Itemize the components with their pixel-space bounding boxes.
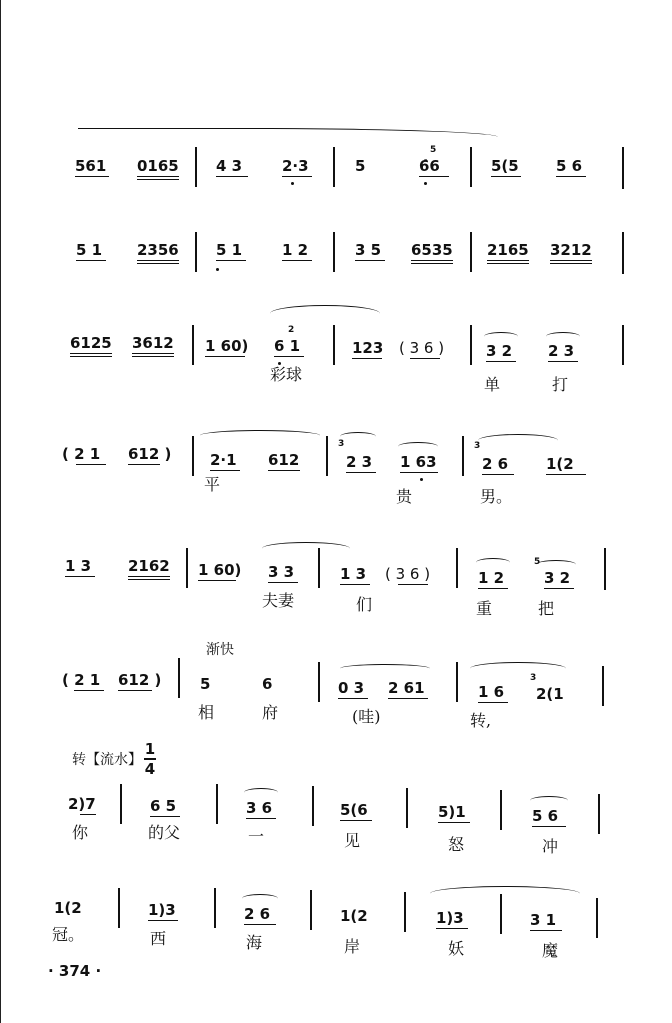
grace-note: 2: [288, 325, 295, 335]
slur: [546, 332, 580, 341]
bar-line: [312, 786, 314, 826]
note-group: 2 3: [346, 453, 373, 471]
bar-line: [604, 548, 606, 590]
underline: [411, 260, 453, 261]
bar-line: [622, 232, 624, 274]
lyric: 你: [72, 823, 89, 842]
slur: [530, 796, 568, 805]
bar-line: [456, 548, 458, 588]
bar-line: [333, 147, 335, 187]
lyric: 妖: [448, 939, 465, 958]
tie-arc: [78, 128, 498, 143]
underline: [410, 358, 440, 359]
note-group: 3612: [132, 334, 174, 352]
note-group: 5 1: [76, 241, 103, 259]
underline: [398, 584, 428, 585]
underline: [530, 930, 562, 931]
note-group: 2)7: [68, 795, 96, 813]
underline: [487, 263, 529, 264]
slur: [534, 557, 576, 569]
bar-line: [622, 325, 624, 365]
note-group: 5)1: [438, 803, 466, 821]
underline: [556, 176, 586, 177]
lyric: 魔: [542, 941, 559, 960]
note-group: 5 6: [532, 807, 559, 825]
underline: [148, 920, 178, 921]
section-marking: 转【流水】: [72, 752, 142, 768]
note-group: ( 2 1: [62, 445, 101, 463]
time-signature-top: 1: [144, 740, 156, 758]
lyric: 单: [484, 375, 501, 394]
underline: [128, 464, 160, 465]
underline: [205, 356, 245, 357]
lyric: 岸: [344, 937, 361, 956]
underline: [268, 582, 298, 583]
note-group: 3 2: [544, 569, 571, 587]
underline: [355, 260, 385, 261]
lyric: 打: [552, 375, 569, 394]
underline: [74, 690, 104, 691]
note-group: 2 6: [482, 455, 509, 473]
note-group: 5(6: [340, 801, 368, 819]
note-group: 612: [268, 451, 300, 469]
note-group: 6535: [411, 241, 453, 259]
underline: [548, 361, 578, 362]
slur: [270, 305, 380, 322]
slur: [484, 332, 518, 341]
underline: [340, 820, 372, 821]
grace-note: 5: [534, 557, 541, 567]
note-group: 2·3: [282, 157, 309, 175]
bar-line: [598, 794, 600, 834]
page-number: · 374 ·: [48, 962, 102, 980]
bar-line: [195, 147, 197, 187]
grace-note: 3: [338, 439, 345, 449]
underline: [340, 584, 370, 585]
underline: [478, 702, 508, 703]
underline: [70, 353, 112, 354]
note-group: 123: [352, 339, 384, 357]
bar-line: [622, 147, 624, 189]
underline: [400, 472, 438, 473]
note-group: 2356: [137, 241, 179, 259]
lyric: (哇): [352, 707, 381, 726]
note-group: 612 ): [128, 445, 172, 463]
bar-line: [318, 662, 320, 702]
note-group: 1 63: [400, 453, 437, 471]
lyric: 平: [204, 475, 221, 494]
underline: [486, 361, 516, 362]
note-group: 2 6: [244, 905, 271, 923]
lyric: 相: [198, 703, 215, 722]
note-group: 612 ): [118, 671, 162, 689]
slur: [244, 788, 278, 797]
note-group: 3 5: [355, 241, 382, 259]
octave-dot: [420, 478, 423, 481]
bar-line: [470, 232, 472, 272]
grace-note: 3: [474, 441, 481, 451]
note-group: 1 2: [478, 569, 505, 587]
slur: [476, 558, 510, 567]
bar-line: [310, 890, 312, 930]
tempo-marking: 渐快: [206, 642, 234, 658]
slur: [340, 664, 430, 673]
lyric: 府: [262, 703, 279, 722]
underline: [246, 818, 276, 819]
bar-line: [456, 662, 458, 702]
note-group: 3 3: [268, 563, 295, 581]
underline: [137, 260, 179, 261]
bar-line: [192, 325, 194, 365]
note-group: 1)3: [436, 909, 464, 927]
note-group: 1 60): [205, 337, 249, 355]
note-group: ( 3 6 ): [399, 339, 445, 357]
note-group: 3 6: [246, 799, 273, 817]
underline: [128, 579, 170, 580]
bar-line: [596, 898, 598, 938]
underline: [137, 176, 179, 177]
note-group: 2 61: [388, 679, 425, 697]
slur: [340, 432, 376, 441]
bar-line: [214, 888, 216, 928]
underline: [128, 576, 170, 577]
note-group: 0 3: [338, 679, 365, 697]
underline: [346, 472, 376, 473]
octave-dot: [291, 182, 294, 185]
note-group: 5: [355, 157, 366, 175]
underline: [268, 470, 300, 471]
lyric: 贵: [396, 487, 413, 506]
bar-line: [195, 232, 197, 272]
note-group: 5 6: [556, 157, 583, 175]
slur: [478, 434, 558, 447]
note-group: 5(5: [491, 157, 519, 175]
underline: [436, 928, 468, 929]
underline: [352, 358, 382, 359]
underline: [70, 356, 112, 357]
underline: [487, 260, 529, 261]
lyric: 彩球: [270, 365, 303, 384]
underline: [75, 176, 109, 177]
bar-line: [118, 888, 120, 928]
note-group: 6 5: [150, 797, 177, 815]
note-group: 5: [200, 675, 211, 693]
note-group: 1(2: [54, 899, 82, 917]
note-group: ( 2 1: [62, 671, 101, 689]
grace-note: 3: [530, 673, 537, 683]
note-group: ( 3 6 ): [385, 565, 431, 583]
note-group: 0165: [137, 157, 179, 175]
underline: [65, 576, 95, 577]
underline: [80, 814, 96, 815]
underline: [150, 816, 180, 817]
note-group: 4 3: [216, 157, 243, 175]
bar-line: [120, 784, 122, 824]
slur: [430, 886, 580, 901]
slur: [262, 542, 350, 555]
underline: [216, 176, 248, 177]
page-left-edge: [0, 0, 1, 1023]
time-signature-bottom: 4: [144, 760, 156, 778]
note-group: 561: [75, 157, 107, 175]
bar-line: [216, 784, 218, 824]
bar-line: [318, 548, 320, 588]
underline: [482, 474, 514, 475]
note-group: 6125: [70, 334, 112, 352]
slur: [398, 442, 438, 451]
bar-line: [326, 436, 328, 476]
underline: [282, 176, 312, 177]
grace-note: 5: [430, 145, 437, 155]
underline: [546, 474, 586, 475]
lyric: 重: [476, 599, 493, 618]
underline: [419, 176, 449, 177]
note-group: 1 60): [198, 561, 242, 579]
underline: [76, 464, 106, 465]
note-group: 1(2: [546, 455, 574, 473]
lyric: 男。: [480, 487, 513, 506]
note-group: 6: [262, 675, 273, 693]
bar-line: [404, 892, 406, 932]
lyric: 西: [150, 929, 167, 948]
note-group: 2165: [487, 241, 529, 259]
bar-line: [470, 325, 472, 365]
bar-line: [500, 790, 502, 830]
underline: [491, 176, 521, 177]
underline: [550, 260, 592, 261]
lyric: 们: [356, 595, 373, 614]
underline: [244, 924, 276, 925]
underline: [198, 580, 236, 581]
underline: [137, 263, 179, 264]
note-group: 1 3: [65, 557, 92, 575]
octave-dot: [424, 182, 427, 185]
underline: [137, 179, 179, 180]
underline: [438, 822, 470, 823]
underline: [282, 260, 312, 261]
lyric: 夫妻: [262, 591, 295, 610]
bar-line: [462, 436, 464, 476]
note-group: 3212: [550, 241, 592, 259]
slur: [200, 430, 320, 441]
underline: [388, 698, 428, 699]
underline: [550, 263, 592, 264]
lyric: 把: [538, 599, 555, 618]
note-group: 2 3: [548, 342, 575, 360]
note-group: 2162: [128, 557, 170, 575]
lyric: 一: [248, 827, 265, 846]
note-group: 5 1: [216, 241, 243, 259]
lyric: 转,: [470, 711, 492, 730]
note-group: 3 2: [486, 342, 513, 360]
underline: [132, 356, 174, 357]
underline: [118, 690, 152, 691]
bar-line: [333, 325, 335, 365]
underline: [216, 260, 246, 261]
lyric: 冠。: [52, 925, 85, 944]
slur: [470, 662, 566, 675]
note-group: 1 6: [478, 683, 505, 701]
bar-line: [192, 436, 194, 476]
bar-line: [186, 548, 188, 588]
lyric: 的父: [148, 823, 181, 842]
underline: [338, 698, 368, 699]
bar-line: [500, 894, 502, 934]
bar-line: [406, 788, 408, 828]
bar-line: [178, 658, 180, 698]
lyric: 怒: [448, 835, 465, 854]
octave-dot: [216, 268, 219, 271]
lyric: 冲: [542, 837, 559, 856]
slur: [242, 894, 278, 903]
underline: [478, 588, 508, 589]
lyric: 海: [246, 933, 263, 952]
bar-line: [470, 147, 472, 187]
note-group: 1)3: [148, 901, 176, 919]
underline: [544, 588, 574, 589]
note-group: 1 3: [340, 565, 367, 583]
underline: [411, 263, 453, 264]
underline: [532, 826, 566, 827]
underline: [132, 353, 174, 354]
bar-line: [333, 232, 335, 272]
lyric: 见: [344, 831, 361, 850]
note-group: 1 2: [282, 241, 309, 259]
underline: [274, 356, 304, 357]
note-group: 6 1: [274, 337, 301, 355]
note-group: 3 1: [530, 911, 557, 929]
bar-line: [602, 666, 604, 706]
note-group: 2(1: [536, 685, 564, 703]
underline: [76, 260, 106, 261]
note-group: 2·1: [210, 451, 237, 469]
note-group: 1(2: [340, 907, 368, 925]
underline: [210, 470, 240, 471]
note-group: 6̇6: [419, 157, 440, 175]
